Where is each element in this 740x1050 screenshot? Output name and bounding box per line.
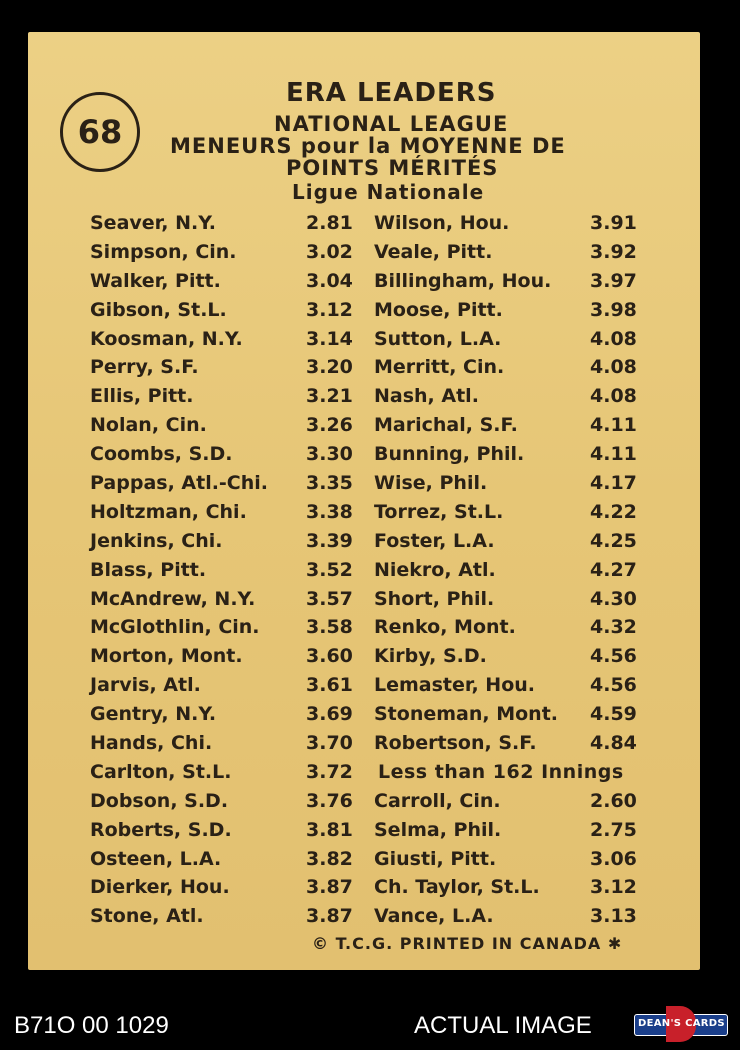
player-era: 3.35: [306, 472, 353, 495]
player-name: Lemaster, Hou.: [374, 674, 535, 697]
table-row: [28, 848, 700, 877]
era-leaders-table: [28, 212, 700, 934]
player-name: Holtzman, Chi.: [90, 500, 247, 523]
player-era: 3.91: [590, 212, 637, 234]
player-name: Wilson, Hou.: [374, 212, 510, 234]
player-name: Hands, Chi.: [90, 732, 213, 755]
player-era: 3.76: [306, 789, 353, 812]
player-name: Billingham, Hou.: [374, 269, 552, 292]
player-name: Dierker, Hou.: [90, 876, 230, 899]
player-era: 3.98: [590, 298, 637, 321]
table-row: [28, 299, 700, 328]
player-era: 3.87: [306, 905, 353, 928]
table-row: [28, 414, 700, 443]
player-name: Gentry, N.Y.: [90, 703, 217, 726]
table-row: [28, 356, 700, 385]
table-row: [28, 472, 700, 501]
player-era: 4.56: [590, 674, 637, 697]
player-name: Nolan, Cin.: [90, 414, 207, 437]
player-era: 2.81: [306, 212, 353, 234]
player-name: Torrez, St.L.: [374, 500, 504, 523]
player-name: Robertson, S.F.: [374, 732, 537, 755]
table-row: [28, 732, 700, 761]
player-name: Vance, L.A.: [374, 905, 494, 928]
player-name: Veale, Pitt.: [374, 240, 493, 263]
player-name: Kirby, S.D.: [374, 645, 487, 668]
player-era: 4.08: [590, 327, 637, 350]
player-era: 4.59: [590, 703, 637, 726]
card-subtitle-fr-3: Ligue Nationale: [292, 180, 485, 204]
player-name: Morton, Mont.: [90, 645, 243, 668]
table-row: [28, 761, 700, 790]
player-name: Carroll, Cin.: [374, 789, 501, 812]
table-row: [28, 559, 700, 588]
player-name: Simpson, Cin.: [90, 240, 237, 263]
player-era: 3.92: [590, 240, 637, 263]
player-era: 3.87: [306, 876, 353, 899]
player-name: Selma, Phil.: [374, 818, 502, 841]
card-subtitle-fr-2: POINTS MÉRITÉS: [286, 156, 499, 180]
player-era: 3.97: [590, 269, 637, 292]
player-era: 3.20: [306, 356, 353, 379]
player-era: 3.81: [306, 818, 353, 841]
table-row: [28, 530, 700, 559]
player-name: Ellis, Pitt.: [90, 385, 194, 408]
player-era: 4.17: [590, 472, 637, 495]
table-row: [28, 703, 700, 732]
player-name: Koosman, N.Y.: [90, 327, 243, 350]
player-era: 4.08: [590, 356, 637, 379]
inventory-code: B71O 00 1029: [14, 1012, 169, 1039]
actual-image-label: ACTUAL IMAGE: [414, 1012, 592, 1039]
player-era: 3.82: [306, 847, 353, 870]
table-row: [28, 905, 700, 934]
player-name: Seaver, N.Y.: [90, 212, 217, 234]
player-era: 3.26: [306, 414, 353, 437]
player-name: Sutton, L.A.: [374, 327, 502, 350]
table-row: [28, 819, 700, 848]
player-name: Walker, Pitt.: [90, 269, 221, 292]
player-era: 3.06: [590, 847, 637, 870]
player-name: Renko, Mont.: [374, 616, 516, 639]
player-era: 3.12: [590, 876, 637, 899]
player-era: 3.72: [306, 760, 353, 783]
player-era: 3.38: [306, 500, 353, 523]
player-name: Niekro, Atl.: [374, 558, 496, 581]
player-era: 4.56: [590, 645, 637, 668]
player-name: Perry, S.F.: [90, 356, 199, 379]
table-row: [28, 876, 700, 905]
player-name: Short, Phil.: [374, 587, 495, 610]
table-row: [28, 790, 700, 819]
player-name: Nash, Atl.: [374, 385, 479, 408]
player-era: 4.22: [590, 500, 637, 523]
player-era: 3.04: [306, 269, 353, 292]
player-name: Dobson, S.D.: [90, 789, 229, 812]
player-era: 2.60: [590, 789, 637, 812]
card-title: ERA LEADERS: [286, 78, 497, 108]
innings-note: Less than 162 Innings: [378, 760, 624, 783]
card-subtitle-fr-1: MENEURS pour la MOYENNE DE: [170, 134, 566, 158]
player-name: Blass, Pitt.: [90, 558, 207, 581]
card-footer: © T.C.G. PRINTED IN CANADA ✱: [312, 934, 623, 953]
player-name: Jenkins, Chi.: [90, 529, 223, 552]
player-era: 4.30: [590, 587, 637, 610]
player-era: 3.70: [306, 732, 353, 755]
card-number-badge: 68: [60, 92, 140, 172]
player-name: Foster, L.A.: [374, 529, 495, 552]
table-row: [28, 645, 700, 674]
table-row: [28, 385, 700, 414]
table-row: [28, 270, 700, 299]
player-name: Osteen, L.A.: [90, 847, 222, 870]
table-row: [28, 588, 700, 617]
player-name: Jarvis, Atl.: [90, 674, 201, 697]
player-era: 3.69: [306, 703, 353, 726]
player-era: 4.32: [590, 616, 637, 639]
player-name: McGlothlin, Cin.: [90, 616, 260, 639]
player-name: Stone, Atl.: [90, 905, 204, 928]
player-name: Carlton, St.L.: [90, 760, 232, 783]
player-name: Pappas, Atl.-Chi.: [90, 472, 269, 495]
player-era: 4.08: [590, 385, 637, 408]
table-row: [28, 443, 700, 472]
player-era: 3.02: [306, 240, 353, 263]
table-row: [28, 674, 700, 703]
player-name: Ch. Taylor, St.L.: [374, 876, 540, 899]
player-name: McAndrew, N.Y.: [90, 587, 256, 610]
logo-text: DEAN'S CARDS: [638, 1018, 725, 1029]
deans-cards-logo: [634, 1006, 726, 1044]
player-name: Bunning, Phil.: [374, 443, 525, 466]
player-era: 3.52: [306, 558, 353, 581]
table-row: [28, 328, 700, 357]
player-name: Gibson, St.L.: [90, 298, 227, 321]
player-era: 4.25: [590, 529, 637, 552]
table-row: [28, 241, 700, 270]
player-era: 3.60: [306, 645, 353, 668]
player-era: 3.39: [306, 529, 353, 552]
player-name: Marichal, S.F.: [374, 414, 518, 437]
player-era: 3.57: [306, 587, 353, 610]
player-era: 3.14: [306, 327, 353, 350]
player-era: 4.84: [590, 732, 637, 755]
player-era: 3.21: [306, 385, 353, 408]
player-era: 3.61: [306, 674, 353, 697]
player-name: Giusti, Pitt.: [374, 847, 497, 870]
player-era: 3.30: [306, 443, 353, 466]
player-era: 2.75: [590, 818, 637, 841]
player-era: 4.27: [590, 558, 637, 581]
player-name: Roberts, S.D.: [90, 818, 232, 841]
baseball-card-back: [28, 32, 700, 970]
player-era: 3.13: [590, 905, 637, 928]
player-era: 4.11: [590, 443, 637, 466]
player-name: Stoneman, Mont.: [374, 703, 558, 726]
player-name: Wise, Phil.: [374, 472, 488, 495]
table-row: [28, 212, 700, 241]
table-row: [28, 501, 700, 530]
table-row: [28, 616, 700, 645]
card-subtitle-en: NATIONAL LEAGUE: [274, 112, 509, 136]
player-era: 3.58: [306, 616, 353, 639]
player-era: 3.12: [306, 298, 353, 321]
player-name: Moose, Pitt.: [374, 298, 503, 321]
player-era: 4.11: [590, 414, 637, 437]
player-name: Merritt, Cin.: [374, 356, 505, 379]
player-name: Coombs, S.D.: [90, 443, 233, 466]
